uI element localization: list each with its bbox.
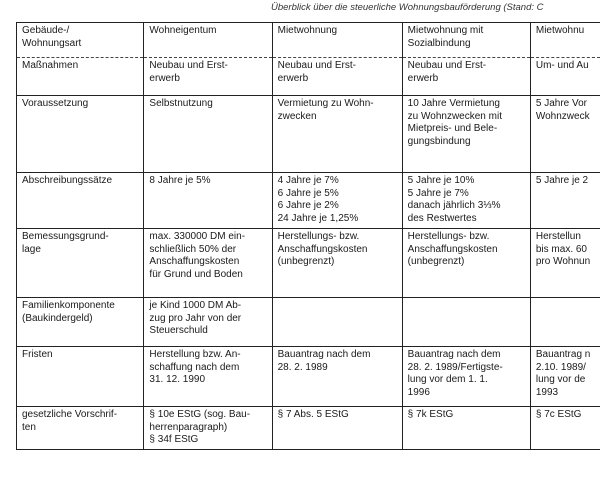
table-cell: Herstellung bzw. An- schaffung nach dem 31. 12. 1990	[144, 347, 272, 407]
caption-text: Überblick über die steuerliche Wohnungsbauförderung (Stand: C	[271, 2, 544, 13]
row-label: gesetzliche Vorschrif- ten	[17, 407, 144, 450]
table-cell	[530, 298, 600, 347]
row-label: Abschreibungssätze	[17, 173, 144, 229]
table-cell: Bauantrag nach dem 28. 2. 1989/Fertigste- lung vor dem 1. 1. 1996	[402, 347, 530, 407]
table-cell: 10 Jahre Vermietung zu Wohnzwecken mit Mietpreis- und Bele- gungsbindung	[402, 96, 530, 173]
table-caption	[0, 2, 600, 14]
table-cell: Neubau und Erst- erwerb	[144, 58, 272, 96]
row-label: Bemessungsgrund- lage	[17, 229, 144, 298]
header-cell: Wohneigentum	[144, 23, 272, 58]
table-cell: § 7k EStG	[402, 407, 530, 450]
table-cell: Herstellun bis max. 60 pro Wohnun	[530, 229, 600, 298]
table-cell: Herstellungs- bzw. Anschaffungskosten (unbegrenzt)	[272, 229, 402, 298]
tax-promotion-table	[16, 22, 600, 450]
table-cell: § 7c EStG	[530, 407, 600, 450]
table-cell: je Kind 1000 DM Ab- zug pro Jahr von der Steuerschuld	[144, 298, 272, 347]
row-label: Voraussetzung	[17, 96, 144, 173]
table-cell: Herstellungs- bzw. Anschaffungskosten (unbegrenzt)	[402, 229, 530, 298]
header-cell: Gebäude-/ Wohnungsart	[17, 23, 144, 58]
table-cell: Neubau und Erst- erwerb	[272, 58, 402, 96]
header-cell: Mietwohnung	[272, 23, 402, 58]
table-cell: 5 Jahre je 2	[530, 173, 600, 229]
table-cell: Um- und Au	[530, 58, 600, 96]
table-row	[17, 96, 600, 173]
table-row	[17, 229, 600, 298]
table-row	[17, 58, 600, 96]
table-cell: 8 Jahre je 5%	[144, 173, 272, 229]
header-cell: Mietwohnu	[530, 23, 600, 58]
row-label: Fristen	[17, 347, 144, 407]
table-cell: § 10e EStG (sog. Bau- herrenparagraph) § 34f EStG	[144, 407, 272, 450]
table-cell: Selbstnutzung	[144, 96, 272, 173]
row-label: Maßnahmen	[17, 58, 144, 96]
table-cell: 5 Jahre Vor Wohnzweck	[530, 96, 600, 173]
table-cell: Bauantrag n 2.10. 1989/ lung vor de 1993	[530, 347, 600, 407]
table-row	[17, 298, 600, 347]
table-row	[17, 347, 600, 407]
table-cell: 4 Jahre je 7% 6 Jahre je 5% 6 Jahre je 2% 24 Jahre je 1,25%	[272, 173, 402, 229]
header-cell: Mietwohnung mit Sozialbindung	[402, 23, 530, 58]
table-cell: Vermietung zu Wohn- zwecken	[272, 96, 402, 173]
table-cell	[402, 298, 530, 347]
table-cell: 5 Jahre je 10% 5 Jahre je 7% danach jährlich 3⅓% des Restwertes	[402, 173, 530, 229]
row-label: Familienkomponente (Baukindergeld)	[17, 298, 144, 347]
table-cell: Neubau und Erst- erwerb	[402, 58, 530, 96]
table-row	[17, 173, 600, 229]
table-cell: Bauantrag nach dem 28. 2. 1989	[272, 347, 402, 407]
table-row	[17, 407, 600, 450]
table-cell	[272, 298, 402, 347]
header-row	[17, 23, 600, 58]
table-cell: max. 330000 DM ein- schließlich 50% der Anschaffungskosten für Grund und Boden	[144, 229, 272, 298]
table-cell: § 7 Abs. 5 EStG	[272, 407, 402, 450]
